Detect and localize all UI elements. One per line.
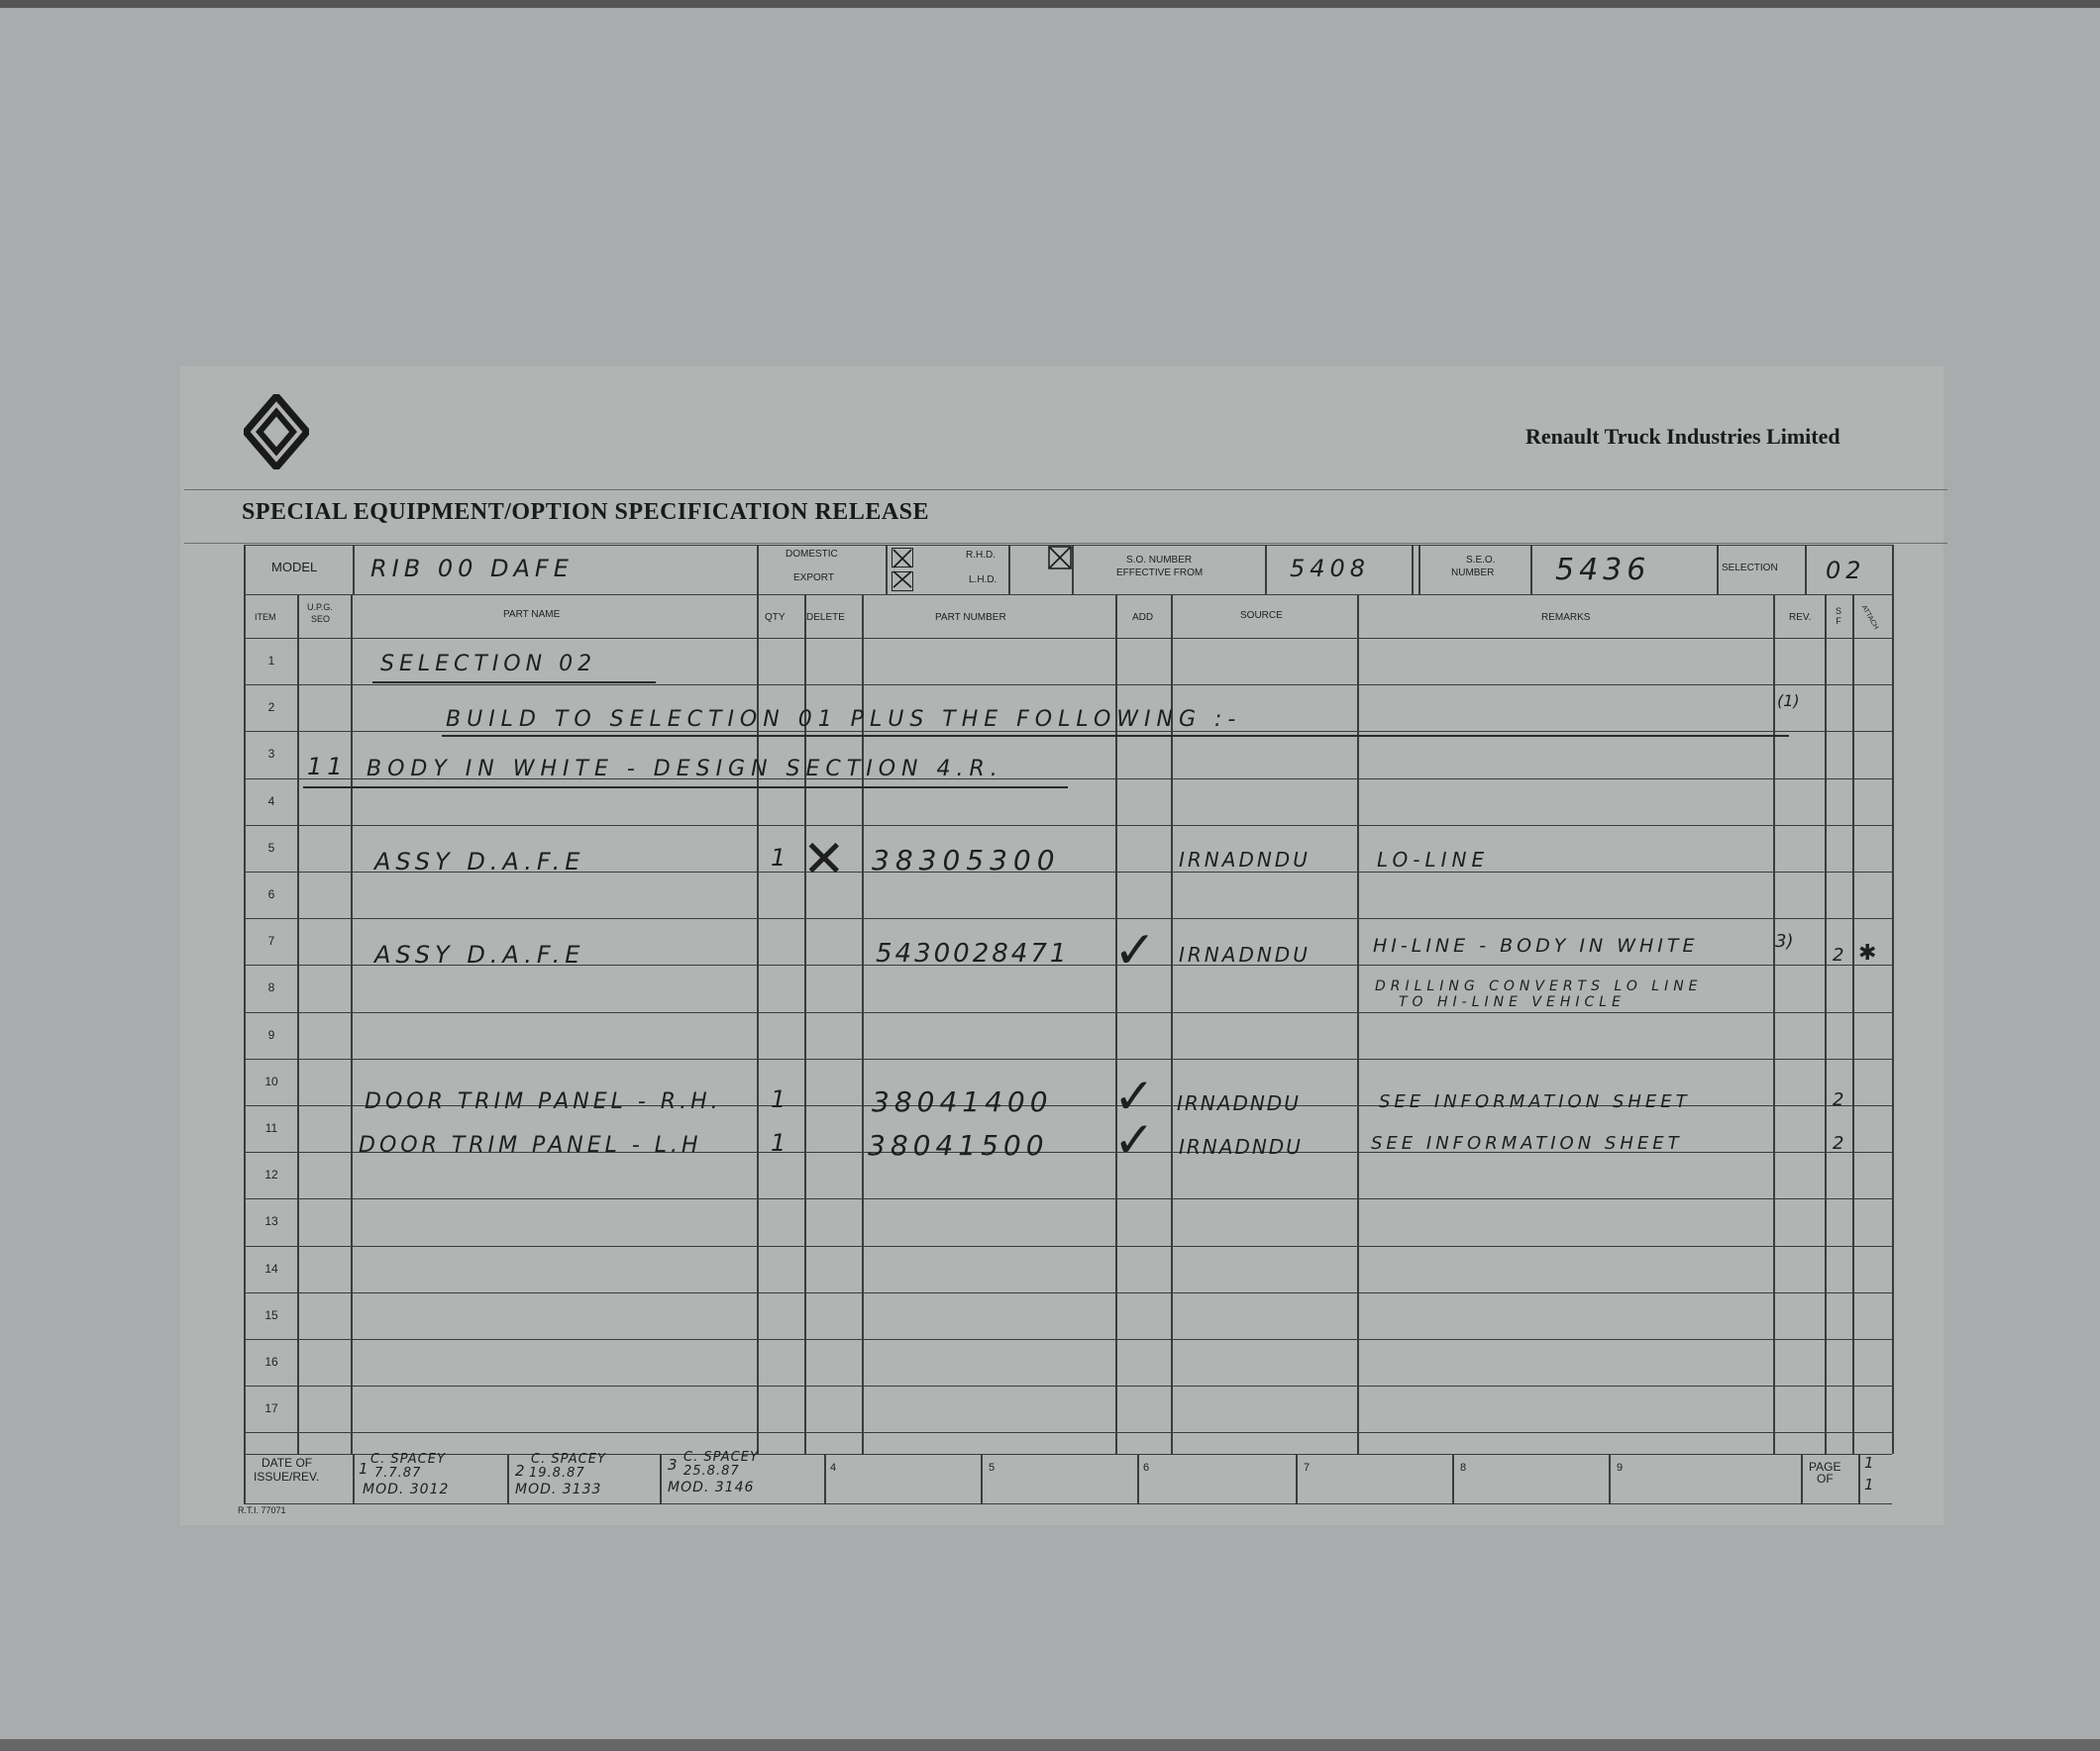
rev2-mod: MOD. 3133 xyxy=(515,1482,602,1497)
header-divider-6 xyxy=(1265,545,1267,594)
renault-diamond-logo xyxy=(244,394,309,469)
footer-divider-11 xyxy=(1858,1454,1860,1503)
header-divider-3 xyxy=(886,545,888,594)
rhd-label: R.H.D. xyxy=(966,550,996,561)
col-remarks: REMARKS xyxy=(1541,612,1591,623)
scan-edge-top xyxy=(0,0,2100,8)
page-of-label: OF xyxy=(1817,1472,1834,1486)
domestic-label: DOMESTIC xyxy=(786,549,838,560)
grid-line-row-17 xyxy=(244,1432,1892,1433)
r11-sf: 2 xyxy=(1833,1133,1844,1154)
r10-source: IRNADNDU xyxy=(1177,1091,1301,1115)
footer-divider-6 xyxy=(1137,1454,1139,1503)
row-number-9: 9 xyxy=(267,1028,275,1042)
footer-divider-1 xyxy=(353,1454,355,1503)
column-divider-8 xyxy=(1357,594,1359,1454)
model-value: RIB 00 DAFE xyxy=(370,555,574,582)
r11-part-name: DOOR TRIM PANEL - L.H xyxy=(359,1133,702,1158)
r10-sf: 2 xyxy=(1833,1089,1844,1110)
grid-line-footer-bottom xyxy=(244,1503,1892,1504)
r11-add-check-icon: ✓ xyxy=(1113,1111,1155,1169)
r5-delete-cross: ✕ xyxy=(802,830,846,889)
page-of-value: 1 xyxy=(1864,1476,1874,1494)
row-number-12: 12 xyxy=(264,1168,278,1182)
column-divider-2 xyxy=(351,594,353,1454)
form-code: R.T.I. 77071 xyxy=(238,1505,286,1515)
r2-rev: (1) xyxy=(1777,691,1800,710)
col-sf: S F xyxy=(1835,606,1841,626)
selection-label: SELECTION xyxy=(1722,563,1778,573)
r11-qty: 1 xyxy=(771,1129,791,1157)
revision-slot-9: 9 xyxy=(1617,1462,1624,1474)
col-source: SOURCE xyxy=(1240,610,1283,621)
revision-slot-5: 5 xyxy=(989,1462,996,1474)
footer-divider-7 xyxy=(1296,1454,1298,1503)
lhd-label: L.H.D. xyxy=(969,574,998,585)
row-number-4: 4 xyxy=(267,794,275,808)
r5-source: IRNADNDU xyxy=(1179,848,1311,872)
rev2-name: C. SPACEY xyxy=(531,1452,606,1467)
header-divider-10 xyxy=(1717,545,1719,594)
r10-remarks: SEE INFORMATION SHEET xyxy=(1379,1091,1691,1112)
header-divider-8 xyxy=(1418,545,1420,594)
row-number-6: 6 xyxy=(267,887,275,901)
row-number-1: 1 xyxy=(267,654,275,668)
rev3-date: 25.8.87 xyxy=(683,1464,740,1479)
r7-add-check-icon: ✓ xyxy=(1113,921,1157,980)
rev1-name: C. SPACEY xyxy=(370,1452,446,1467)
row-number-11: 11 xyxy=(264,1121,278,1135)
header-divider-12 xyxy=(1892,545,1894,594)
grid-line-row-1 xyxy=(244,684,1892,685)
col-item: ITEM xyxy=(255,612,276,622)
column-divider-0 xyxy=(244,594,246,1454)
footer-divider-5 xyxy=(981,1454,983,1503)
so-number-value: 5408 xyxy=(1290,555,1371,582)
col-attach: ATTACH xyxy=(1859,604,1880,631)
col-rev: REV. xyxy=(1789,612,1812,623)
r11-remarks: SEE INFORMATION SHEET xyxy=(1371,1133,1683,1154)
export-label: EXPORT xyxy=(793,572,834,583)
row-number-5: 5 xyxy=(267,841,275,855)
r7-part-number: 5430028471 xyxy=(876,939,1070,969)
r2-underline xyxy=(442,735,1789,737)
rev3-number: 3 xyxy=(668,1456,678,1474)
col-part-name: PART NAME xyxy=(503,609,561,620)
seo-number-value: 5436 xyxy=(1555,553,1651,587)
r10-part-number: 38041400 xyxy=(872,1085,1053,1118)
company-name: Renault Truck Industries Limited xyxy=(1525,424,1840,449)
scan-edge-bottom xyxy=(0,1739,2100,1751)
revision-slot-7: 7 xyxy=(1304,1462,1311,1474)
rev1-number: 1 xyxy=(359,1460,368,1478)
domestic-cross-icon xyxy=(892,548,913,589)
col-part-number: PART NUMBER xyxy=(935,612,1006,623)
r3-text: BODY IN WHITE - DESIGN SECTION 4.R. xyxy=(367,757,1003,781)
r8-remarks-line2: TO HI-LINE VEHICLE xyxy=(1399,994,1626,1010)
row-number-3: 3 xyxy=(267,747,275,761)
header-divider-7 xyxy=(1412,545,1414,594)
row-number-16: 16 xyxy=(264,1355,278,1369)
column-divider-10 xyxy=(1825,594,1827,1454)
so-number-label: S.O. NUMBER xyxy=(1126,555,1193,566)
grid-line-row-8 xyxy=(244,1012,1892,1013)
r11-source: IRNADNDU xyxy=(1179,1135,1303,1159)
issue-rev-label: ISSUE/REV. xyxy=(254,1470,320,1484)
rev3-name: C. SPACEY xyxy=(683,1450,759,1465)
footer-divider-2 xyxy=(507,1454,509,1503)
grid-line-row-13 xyxy=(244,1246,1892,1247)
r3-upg: 11 xyxy=(307,753,348,780)
footer-divider-8 xyxy=(1452,1454,1454,1503)
rev2-date: 19.8.87 xyxy=(529,1466,585,1481)
r7-star-icon: ✱ xyxy=(1858,941,1877,966)
col-add: ADD xyxy=(1132,612,1154,623)
header-divider-11 xyxy=(1805,545,1807,594)
rev2-number: 2 xyxy=(515,1462,525,1480)
column-divider-12 xyxy=(1892,594,1894,1454)
grid-line-footer-top xyxy=(244,1454,1892,1455)
column-divider-11 xyxy=(1852,594,1854,1454)
page-value: 1 xyxy=(1864,1454,1874,1472)
grid-line-row-12 xyxy=(244,1198,1892,1199)
header-divider-2 xyxy=(757,545,759,594)
footer-divider-3 xyxy=(660,1454,662,1503)
column-divider-9 xyxy=(1773,594,1775,1454)
r5-remarks: LO-LINE xyxy=(1377,848,1490,872)
seo-number-label: NUMBER xyxy=(1451,567,1495,578)
column-divider-1 xyxy=(297,594,299,1454)
r11-part-number: 38041500 xyxy=(868,1129,1049,1162)
footer-divider-0 xyxy=(244,1454,246,1503)
grid-line-row-16 xyxy=(244,1386,1892,1387)
r3-underline xyxy=(303,786,1068,788)
r10-part-name: DOOR TRIM PANEL - R.H. xyxy=(365,1089,722,1114)
form-title: SPECIAL EQUIPMENT/OPTION SPECIFICATION RELEASE xyxy=(242,499,930,525)
r5-part-name: ASSY D.A.F.E xyxy=(374,848,585,876)
r7-source: IRNADNDU xyxy=(1179,943,1311,967)
header-divider-9 xyxy=(1530,545,1532,594)
r1-underline xyxy=(372,681,656,683)
r7-remarks: HI-LINE - BODY IN WHITE xyxy=(1373,935,1699,957)
header-divider-4 xyxy=(1008,545,1010,594)
header-divider-0 xyxy=(244,545,246,594)
row-number-2: 2 xyxy=(267,700,275,714)
revision-slot-6: 6 xyxy=(1143,1462,1150,1474)
revision-slot-8: 8 xyxy=(1460,1462,1467,1474)
r1-part-name: SELECTION 02 xyxy=(380,652,597,676)
grid-line-row-4 xyxy=(244,825,1892,826)
header-divider-1 xyxy=(353,545,355,594)
grid-line-row-9 xyxy=(244,1059,1892,1060)
seo-label: S.E.O. xyxy=(1466,555,1496,566)
col-qty: QTY xyxy=(765,612,786,623)
col-delete: DELETE xyxy=(806,612,845,623)
rev1-date: 7.7.87 xyxy=(374,1466,422,1481)
grid-line-row-6 xyxy=(244,918,1892,919)
grid-line-row-15 xyxy=(244,1339,1892,1340)
r7-part-name: ASSY D.A.F.E xyxy=(374,941,585,969)
row-number-13: 13 xyxy=(264,1214,278,1228)
revision-slot-4: 4 xyxy=(830,1462,837,1474)
r7-rev: 3) xyxy=(1775,931,1794,952)
footer-divider-10 xyxy=(1801,1454,1803,1503)
r8-remarks-line1: DRILLING CONVERTS LO LINE xyxy=(1375,978,1703,994)
r10-qty: 1 xyxy=(771,1085,791,1113)
r5-part-number: 38305300 xyxy=(872,844,1061,876)
rev1-mod: MOD. 3012 xyxy=(363,1482,450,1497)
row-number-17: 17 xyxy=(264,1401,278,1415)
row-number-7: 7 xyxy=(267,934,275,948)
r5-qty: 1 xyxy=(771,844,791,872)
footer-divider-9 xyxy=(1609,1454,1611,1503)
rule-top xyxy=(184,489,1947,490)
grid-line-colhead-bottom xyxy=(244,638,1892,639)
col-upg-seo: SEO xyxy=(311,614,331,624)
row-number-10: 10 xyxy=(264,1075,278,1088)
row-number-8: 8 xyxy=(267,980,275,994)
row-number-15: 15 xyxy=(264,1308,278,1322)
selection-value: 02 xyxy=(1826,557,1866,584)
page-label: PAGE xyxy=(1809,1460,1841,1474)
so-effective-label: EFFECTIVE FROM xyxy=(1116,567,1204,578)
rule-under-title xyxy=(184,543,1947,544)
model-label: MODEL xyxy=(271,560,318,574)
r7-sf: 2 xyxy=(1833,945,1844,966)
rev3-mod: MOD. 3146 xyxy=(668,1480,755,1495)
footer-divider-4 xyxy=(824,1454,826,1503)
grid-line-header-bottom xyxy=(244,594,1892,595)
r2-text: BUILD TO SELECTION 01 PLUS THE FOLLOWING :- xyxy=(446,707,1242,732)
grid-line-row-14 xyxy=(244,1292,1892,1293)
rhd-cross-icon xyxy=(1047,545,1073,570)
col-upg: U.P.G. xyxy=(307,602,333,612)
r10-add-check-icon: ✓ xyxy=(1113,1068,1155,1125)
date-of-label: DATE OF xyxy=(262,1456,313,1470)
row-number-14: 14 xyxy=(264,1262,278,1276)
